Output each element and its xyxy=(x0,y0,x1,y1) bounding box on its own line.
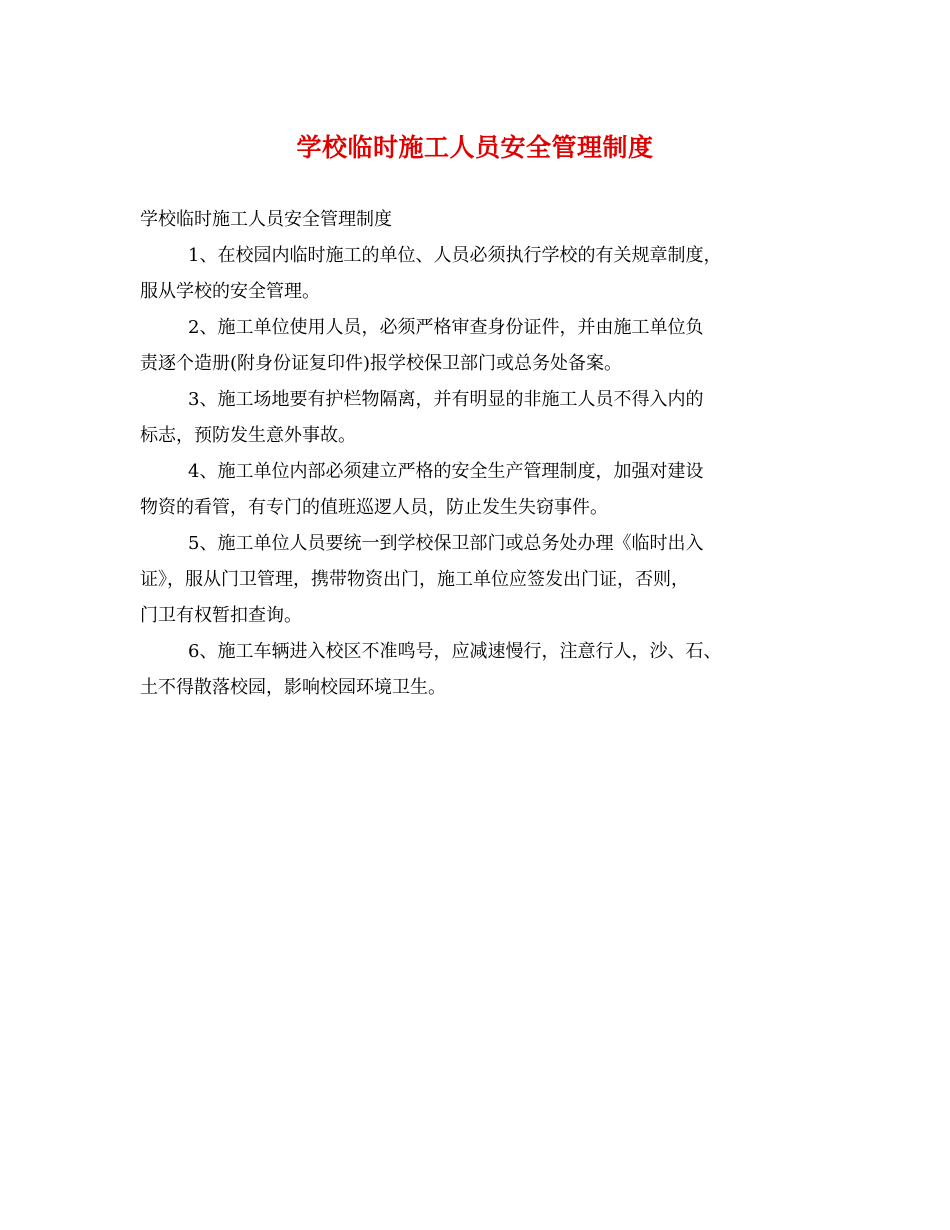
paragraph-1 xyxy=(140,238,816,310)
paragraph-3 xyxy=(140,382,816,454)
paragraph-line: 3、施工场地要有护栏物隔离，并有明显的非施工人员不得入内的 xyxy=(188,389,704,410)
paragraph-line: 服从学校的安全管理。 xyxy=(140,281,320,302)
paragraph-line: 6、施工车辆进入校区不准鸣号，应减速慢行，注意行人，沙、石、 xyxy=(188,641,722,662)
paragraph-line: 4、施工单位内部必须建立严格的安全生产管理制度，加强对建设 xyxy=(188,461,704,482)
paragraph-line: 土不得散落校园，影响校园环境卫生。 xyxy=(140,677,446,698)
paragraph-line: 责逐个造册(附身份证复印件)报学校保卫部门或总务处备案。 xyxy=(140,353,623,374)
paragraph-line: 物资的看管，有专门的值班巡逻人员，防止发生失窃事件。 xyxy=(140,497,608,518)
document-title: 学校临时施工人员安全管理制度 xyxy=(296,133,654,162)
paragraph-line: 2、施工单位使用人员，必须严格审查身份证件，并由施工单位负 xyxy=(188,317,704,338)
paragraph-4 xyxy=(140,454,816,526)
document-body xyxy=(140,202,816,706)
paragraph-line: 5、施工单位人员要统一到学校保卫部门或总务处办理《临时出入 xyxy=(188,533,704,554)
paragraph-line: 1、在校园内临时施工的单位、人员必须执行学校的有关规章制度， xyxy=(188,245,722,266)
paragraph-line: 标志，预防发生意外事故。 xyxy=(140,425,356,446)
paragraph-line: 门卫有权暂扣查询。 xyxy=(140,605,302,626)
document-subtitle: 学校临时施工人员安全管理制度 xyxy=(140,209,392,230)
paragraph-2 xyxy=(140,310,816,382)
paragraph-6 xyxy=(140,634,816,706)
paragraph-5 xyxy=(140,526,816,634)
paragraph-line: 证》，服从门卫管理，携带物资出门，施工单位应签发出门证，否则， xyxy=(140,569,689,590)
